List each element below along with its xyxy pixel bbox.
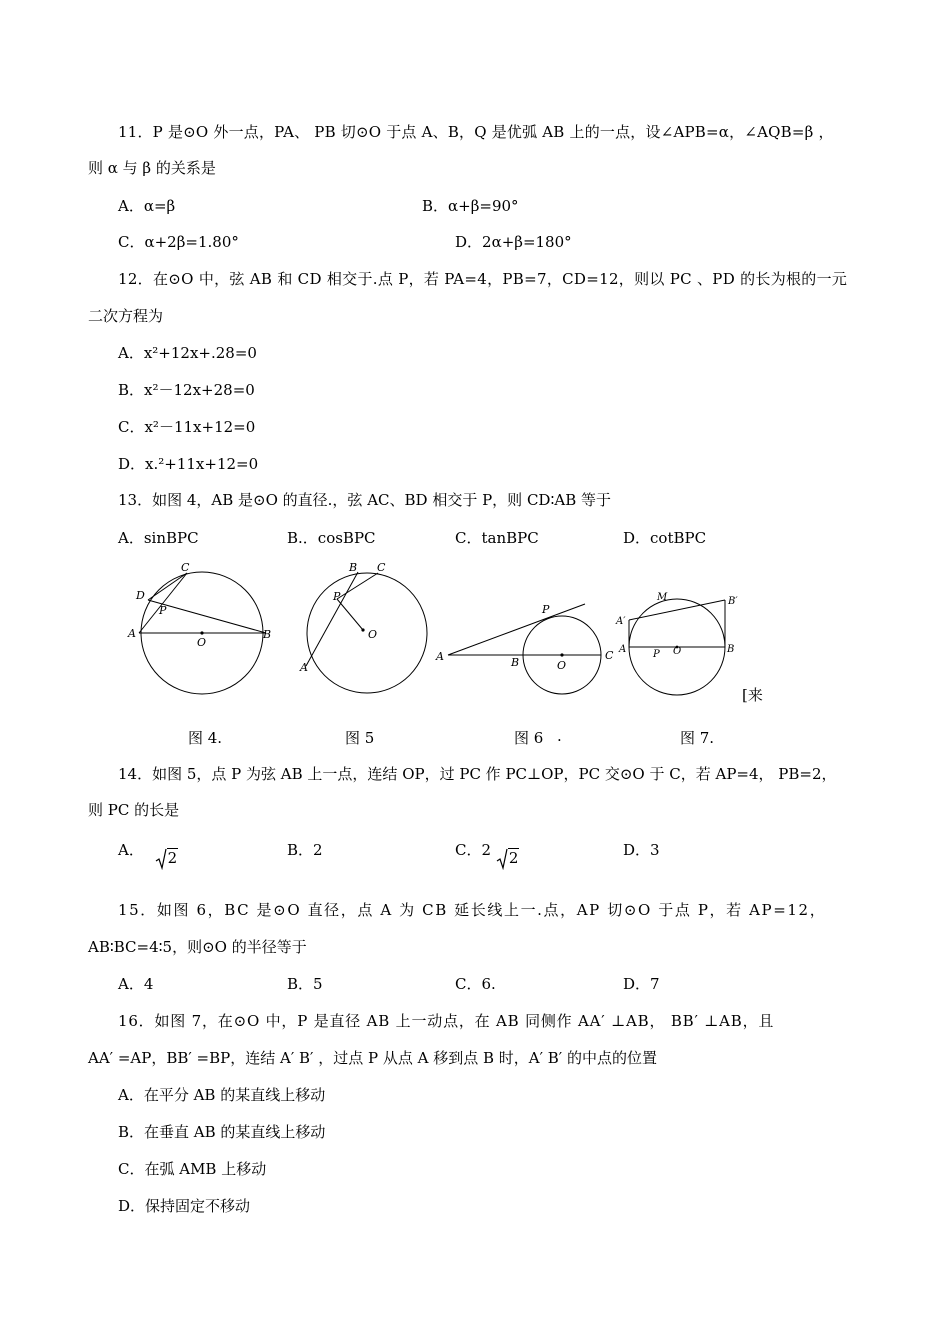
q16-option-b: B．在垂直 AB 的某直线上移动 bbox=[118, 1123, 326, 1141]
fig6-label-b: B bbox=[511, 656, 520, 669]
q16-stem-line2: AA′ =AP，BB′ =BP，连结 A′ B′ ，过点 P 从点 A 移到点 B 时，A′ B′ 的中点的位置 bbox=[88, 1049, 657, 1067]
q16-option-c: C．在弧 AMB 上移动 bbox=[118, 1160, 267, 1178]
figure-4-caption: 图 4. bbox=[188, 729, 223, 747]
fig7-label-a-prime: A′ bbox=[616, 616, 626, 627]
q16-stem-line1: 16．如图 7，在⊙O 中，P 是直径 AB 上一动点，在 AB 同侧作 AA′ ⊥AB， BB′ ⊥AB，且 bbox=[118, 1012, 775, 1030]
q11-option-d: D．2α+β=180° bbox=[455, 233, 572, 251]
q12-option-c: C．x²－11x+12=0 bbox=[118, 418, 256, 436]
q13-stem: 13．如图 4，AB 是⊙O 的直径.，弦 AC、BD 相交于 P，则 CD∶AB 等于 bbox=[118, 491, 611, 509]
q11-option-c: C．α+2β=1.80° bbox=[118, 233, 239, 251]
q11-option-a: A．α=β bbox=[118, 197, 176, 215]
figure-5-caption: 图 5 bbox=[345, 729, 375, 747]
q14-option-a bbox=[118, 840, 178, 867]
fig4-label-c: C bbox=[181, 561, 190, 574]
figure-5-diagram bbox=[306, 572, 427, 693]
fig7-label-o: O bbox=[673, 646, 682, 657]
q11-stem-line2: 则 α 与 β 的关系是 bbox=[88, 159, 216, 177]
q15-stem-line2: AB∶BC=4∶5，则⊙O 的半径等于 bbox=[88, 938, 307, 956]
q14-option-c bbox=[455, 840, 519, 867]
q13-option-b: B.．cosBPC bbox=[287, 529, 376, 547]
q13-option-a: A．sinBPC bbox=[118, 529, 199, 547]
fig7-label-b-prime: B′ bbox=[728, 596, 738, 607]
q14-option-c-sqrt bbox=[496, 848, 520, 870]
q15-option-a: A．4 bbox=[118, 975, 154, 993]
q14-option-a-radicand: 2 bbox=[167, 849, 178, 867]
fig5-label-o: O bbox=[368, 628, 378, 641]
fig4-label-p: P bbox=[159, 604, 167, 617]
fig4-label-d: D bbox=[136, 589, 145, 602]
q12-option-d: D．x.²+11x+12=0 bbox=[118, 455, 259, 473]
q12-stem-line1: 12．在⊙O 中，弦 AB 和 CD 相交于.点 P，若 PA=4，PB=7，CD=12，则以 PC 、PD 的长为根的一元 bbox=[118, 270, 848, 288]
q14-option-b: B．2 bbox=[287, 841, 323, 859]
fig7-label-a: A bbox=[619, 644, 627, 655]
q14-stem-line1: 14．如图 5，点 P 为弦 AB 上一点，连结 OP，过 PC 作 PC⊥OP，PC 交⊙O 于 C，若 AP=4， PB=2， bbox=[118, 765, 837, 783]
q13-option-d: D．cotBPC bbox=[623, 529, 707, 547]
fig5-label-b: B bbox=[349, 561, 358, 574]
fig7-label-b: B bbox=[727, 644, 735, 655]
q14-option-c-label: C．2 bbox=[455, 841, 492, 859]
source-note: [来 bbox=[742, 686, 763, 704]
fig4-label-o: O bbox=[197, 636, 207, 649]
q14-stem-line2: 则 PC 的长是 bbox=[88, 801, 180, 819]
fig7-label-p: P bbox=[653, 649, 660, 660]
fig6-label-o: O bbox=[557, 659, 567, 672]
q16-option-d: D．保持固定不移动 bbox=[118, 1197, 251, 1215]
q12-stem-line2: 二次方程为 bbox=[88, 307, 164, 325]
q15-option-c: C．6. bbox=[455, 975, 496, 993]
radical-sign-icon bbox=[155, 848, 167, 870]
fig5-label-c: C bbox=[377, 561, 386, 574]
q14-option-c-radicand: 2 bbox=[508, 849, 519, 867]
q14-option-a-sqrt bbox=[155, 848, 179, 870]
q13-option-c: C．tanBPC bbox=[455, 529, 539, 547]
q15-option-d: D．7 bbox=[623, 975, 660, 993]
q11-option-b: B．α+β=90° bbox=[422, 197, 519, 215]
figure-6-diagram bbox=[448, 604, 601, 694]
q15-stem-line1: 15．如图 6，BC 是⊙O 直径，点 A 为 CB 延长线上一.点，AP 切⊙O 于点 P，若 AP=12， bbox=[118, 901, 827, 919]
radical-sign-icon bbox=[496, 848, 508, 870]
q16-option-a: A．在平分 AB 的某直线上移动 bbox=[118, 1086, 326, 1104]
geometry-figures bbox=[120, 556, 780, 706]
fig5-label-p: P bbox=[333, 590, 341, 603]
q14-option-d: D．3 bbox=[623, 841, 660, 859]
fig6-label-a: A bbox=[436, 650, 444, 663]
q12-option-a: A．x²+12x+.28=0 bbox=[118, 344, 257, 362]
figure-6-caption-dot: . bbox=[557, 727, 562, 745]
q11-stem-line1: 11．P 是⊙O 外一点，PA、 PB 切⊙O 于点 A、B，Q 是优弧 AB 上的一点，设∠APB=α，∠AQB=β ， bbox=[118, 123, 834, 141]
q14-option-a-label: A． bbox=[118, 841, 144, 859]
figure-6-caption: 图 6 bbox=[514, 729, 544, 747]
figure-7-caption: 图 7. bbox=[680, 729, 715, 747]
q12-option-b: B．x²－12x+28=0 bbox=[118, 381, 255, 399]
q15-option-b: B．5 bbox=[287, 975, 323, 993]
fig7-label-m: M bbox=[657, 592, 668, 603]
fig6-label-p: P bbox=[542, 603, 550, 616]
fig6-label-c: C bbox=[605, 649, 614, 662]
fig4-label-b: B bbox=[263, 628, 272, 641]
fig4-label-a: A bbox=[128, 627, 136, 640]
fig5-label-a: A bbox=[300, 661, 308, 674]
